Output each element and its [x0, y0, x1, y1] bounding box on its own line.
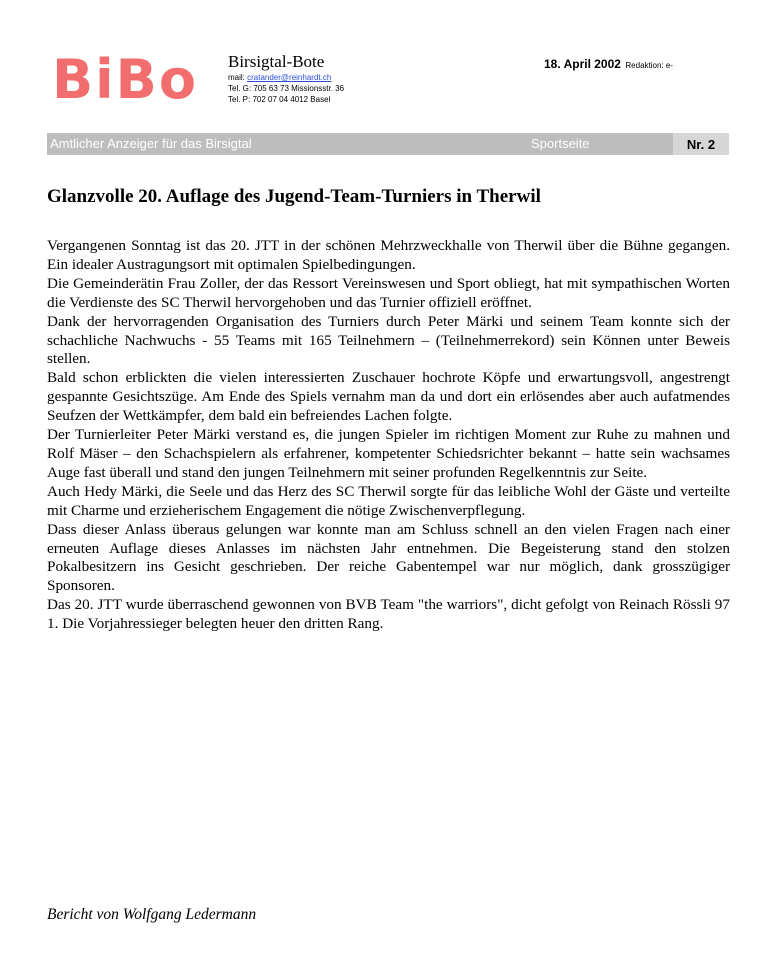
- redaktion-label: Redaktion: e-: [625, 61, 673, 70]
- tel-p-line: Tel. P: 702 07 04 4012 Basel: [228, 95, 331, 104]
- dateline: [544, 55, 673, 73]
- article-paragraph: Das 20. JTT wurde überraschend gewonnen von BVB Team "the warriors", dicht gefolgt von Reinach Rössli 97 1. Die Vorjahressieger belegten heuer den dritten Rang.: [47, 596, 730, 633]
- mail-label: mail:: [228, 73, 245, 82]
- mail-link[interactable]: cratander@reinhardt.ch: [247, 73, 332, 82]
- bibo-logo: BiBo: [52, 48, 198, 111]
- issue-number: Nr. 2: [673, 133, 729, 155]
- masthead: [228, 52, 344, 105]
- article-paragraph: Auch Hedy Märki, die Seele und das Herz des SC Therwil sorgte für das leibliche Wohl der Gäste und verteilte mit Charme und erzieherischem Engagement die nötige Zwischenverpflegung.: [47, 482, 730, 519]
- publication-title: Birsigtal-Bote: [228, 52, 325, 71]
- article-paragraph: Bald schon erblickten die vielen interessierten Zuschauer hochrote Köpfe und erwartungsvoll, angestrengt gespannte Gesichtszüge. Am Ende des Spiels vernahm man da und dort ein erlösendes aber auch aufatmendes Seufzen der Wettkämpfer, dem bald ein befreiendes Lachen folgte.: [47, 369, 730, 425]
- issue-date: 18. April 2002: [544, 57, 621, 71]
- article-body: [47, 237, 730, 634]
- article-paragraph: Vergangenen Sonntag ist das 20. JTT in der schönen Mehrzweckhalle von Therwil über die Bühne gegangen. Ein idealer Austragungsort mit optimalen Spielbedingungen.: [47, 237, 730, 273]
- tel-g-line: Tel. G: 705 63 73 Missionsstr. 36: [228, 84, 345, 93]
- article-byline: Bericht von Wolfgang Ledermann: [47, 906, 257, 923]
- section-banner: [47, 133, 673, 155]
- article-paragraph: Die Gemeinderätin Frau Zoller, der das Ressort Vereinswesen und Sport obliegt, hat mit sympathischen Worten die Verdienste des SC Therwil hervorgehoben und das Turnier offiziell eröffnet.: [47, 274, 730, 311]
- article-paragraph: Dass dieser Anlass überaus gelungen war konnte man am Schluss schnell an den vielen Fragen nach einer erneuten Auflage dieses Anlasses im nächsten Jahr entnehmen. Die Begeisterung stand den stolzen Pokalbesitzern ins Gesicht geschrieben. Der reiche Gabentempel war nur möglich, dank grosszügiger Sponsoren.: [47, 520, 730, 595]
- article-paragraph: Der Turnierleiter Peter Märki verstand es, die jungen Spieler im richtigen Moment zur Ruhe zu mahnen und Rolf Mäser – den Schachspielern als erfahrener, kompetenter Schiedsrichter bekannt – hatte sein wachsames Auge fast überall und stand den jungen Teilnehmern mit seiner profunden Regelkenntnis zur Seite.: [47, 426, 730, 481]
- mail-line: [228, 72, 344, 83]
- article-headline: Glanzvolle 20. Auflage des Jugend-Team-Turniers in Therwil: [47, 186, 541, 207]
- banner-subtitle: Amtlicher Anzeiger für das Birsigtal: [50, 136, 252, 151]
- article-paragraph: Dank der hervorragenden Organisation des Turniers durch Peter Märki und seinem Team konnte sich der schachliche Nachwuchs - 55 Teams mit 165 Teilnehmern – (Teilnehmerrekord) sein Können unter Beweis stellen.: [47, 312, 730, 368]
- banner-section: Sportseite: [531, 136, 590, 151]
